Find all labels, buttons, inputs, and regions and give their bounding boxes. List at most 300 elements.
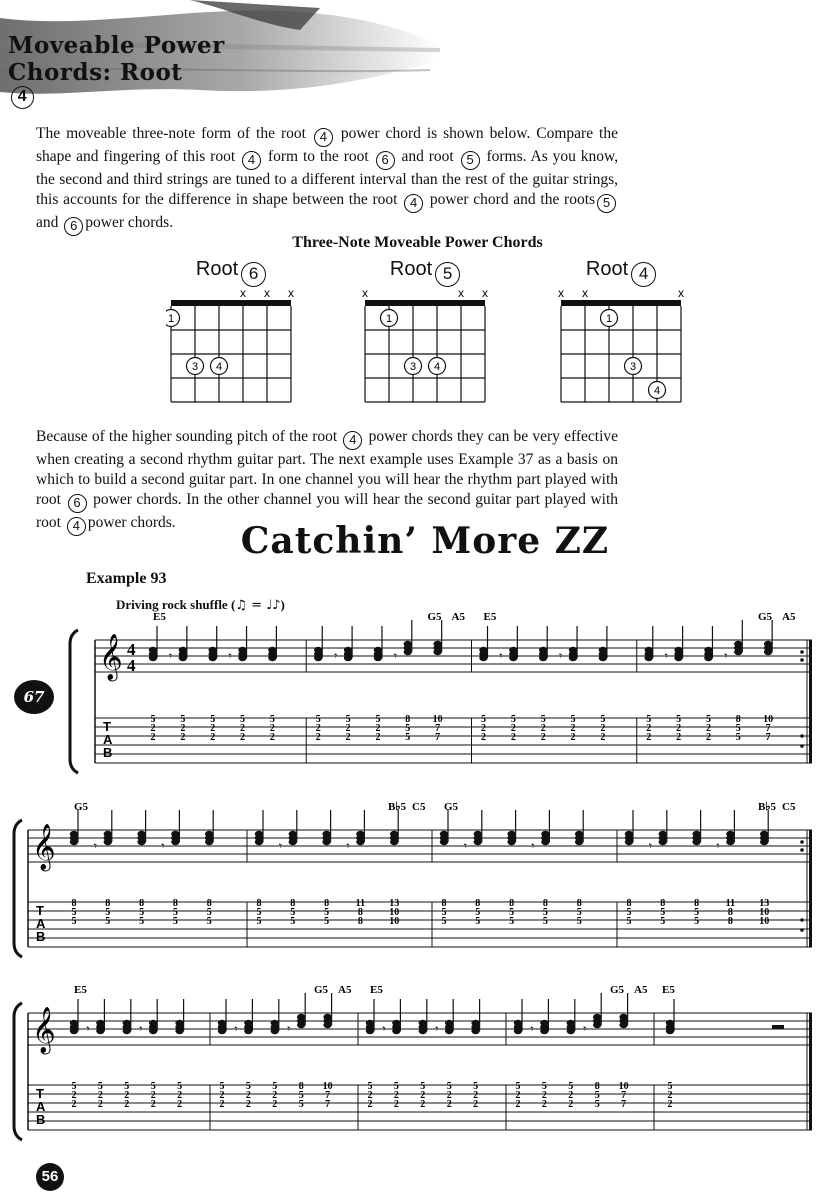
tab-fret-number: 5 xyxy=(210,714,216,725)
tab-fret-number: 2 xyxy=(540,732,546,743)
tab-fret-number: 8 xyxy=(298,1081,304,1092)
notehead xyxy=(433,649,441,655)
chord-name: A5 xyxy=(451,611,465,623)
tab-fret-number: 2 xyxy=(240,723,246,734)
system-bracket xyxy=(14,820,22,957)
tab-fret-number: 8 xyxy=(509,898,515,909)
tab-fret-number: 7 xyxy=(765,723,771,734)
tab-fret-number: 8 xyxy=(694,898,700,909)
notehead xyxy=(569,655,577,661)
intro-text: and root xyxy=(401,148,454,165)
notehead xyxy=(356,839,364,845)
tab-fret-number: 2 xyxy=(646,732,652,743)
notehead xyxy=(645,655,653,661)
tab-fret-number: 2 xyxy=(600,723,606,734)
chord-name: G5 xyxy=(444,801,459,813)
repeat-dot xyxy=(800,848,804,852)
body-text: Because of the higher sounding pitch of the root xyxy=(36,428,338,445)
notehead xyxy=(567,1028,575,1034)
tab-fret-number: 7 xyxy=(435,723,441,734)
fretboard-grid xyxy=(556,286,696,411)
notehead xyxy=(514,1028,522,1034)
nut xyxy=(365,300,485,306)
chord-name: G5 xyxy=(314,984,329,996)
notehead xyxy=(539,655,547,661)
string-number-circle: 4 xyxy=(404,194,423,213)
notehead xyxy=(390,839,398,845)
eighth-rest: 𝄾 xyxy=(234,1022,238,1036)
notehead xyxy=(271,1028,279,1034)
eighth-rest: 𝄾 xyxy=(530,1022,534,1036)
tab-fret-number: 5 xyxy=(441,907,447,918)
tab-clef-letter: B xyxy=(103,745,113,760)
tab-fret-number: 5 xyxy=(240,714,246,725)
tab-fret-number: 2 xyxy=(481,723,486,734)
tab-fret-number: 8 xyxy=(626,898,632,909)
muted-string-x: x xyxy=(240,286,246,300)
eighth-rest: 𝄾 xyxy=(228,649,232,663)
chord-diagram-title xyxy=(556,258,686,287)
muted-string-x: x xyxy=(362,286,368,300)
tab-fret-number: 5 xyxy=(256,907,262,918)
page-title xyxy=(8,32,225,109)
tab-fret-number: 5 xyxy=(694,916,700,927)
body-text: power chords. In the other channel you will hear the second guitar part played with root xyxy=(36,491,619,531)
chord-diagram-title xyxy=(360,258,490,287)
diagram-label: Root xyxy=(389,258,433,280)
tab-fret-number: 5 xyxy=(71,907,77,918)
chord-name: G5 xyxy=(610,984,625,996)
string-number-circle: 5 xyxy=(435,262,460,287)
tab-fret-number: 10 xyxy=(389,907,400,918)
tab-fret-number: 5 xyxy=(139,916,145,927)
notehead xyxy=(619,1022,627,1028)
tab-fret-number: 2 xyxy=(150,1099,156,1110)
notehead xyxy=(760,839,768,845)
tab-clef-letter: A xyxy=(103,732,113,747)
tab-fret-number: 13 xyxy=(389,898,400,909)
notehead xyxy=(268,655,276,661)
tab-fret-number: 5 xyxy=(206,916,212,927)
tab-fret-number: 2 xyxy=(315,732,321,743)
string-number-circle: 4 xyxy=(314,128,333,147)
tab-fret-number: 8 xyxy=(735,714,741,725)
tab-fret-number: 5 xyxy=(97,1081,103,1092)
notehead xyxy=(344,655,352,661)
muted-string-x: x xyxy=(678,286,684,300)
end-barline-thick xyxy=(809,830,812,947)
notehead xyxy=(659,839,667,845)
tab-fret-number: 2 xyxy=(245,1099,251,1110)
tab-fret-number: 5 xyxy=(542,916,548,927)
chord-name: G5 xyxy=(758,611,773,623)
eighth-rest: 𝄾 xyxy=(393,649,398,663)
tab-fret-number: 10 xyxy=(759,907,770,918)
tab-fret-number: 7 xyxy=(435,732,441,743)
tab-fret-number: 5 xyxy=(735,732,741,743)
music-system-2 xyxy=(0,790,835,970)
notehead xyxy=(419,1028,427,1034)
tab-fret-number: 5 xyxy=(298,1090,304,1101)
eighth-rest: 𝄾 xyxy=(168,649,173,663)
tab-fret-number: 5 xyxy=(541,1081,547,1092)
tab-fret-number: 5 xyxy=(405,723,411,734)
tab-fret-number: 5 xyxy=(290,916,296,927)
eighth-rest: 𝄾 xyxy=(278,839,283,853)
tab-fret-number: 2 xyxy=(570,723,576,734)
tab-fret-number: 5 xyxy=(219,1081,225,1092)
tab-fret-number: 8 xyxy=(475,898,481,909)
eighth-rest: 𝄾 xyxy=(435,1022,439,1036)
notehead xyxy=(179,655,187,661)
tab-fret-number: 11 xyxy=(725,898,736,909)
tab-fret-number: 2 xyxy=(367,1090,373,1101)
tab-fret-number: 5 xyxy=(177,1081,183,1092)
notehead xyxy=(104,839,112,845)
notehead xyxy=(474,839,482,845)
shuffle-notation: ♫ = ♩♪ xyxy=(235,598,281,613)
tab-fret-number: 8 xyxy=(357,916,363,927)
tab-fret-number: 10 xyxy=(759,916,770,927)
tab-fret-number: 5 xyxy=(481,714,486,725)
diagrams-heading: Three-Note Moveable Power Chords xyxy=(292,234,543,251)
tab-fret-number: 5 xyxy=(735,723,741,734)
finger-number: 3 xyxy=(191,361,199,373)
notehead xyxy=(171,839,179,845)
tab-fret-number: 5 xyxy=(367,1081,373,1092)
notehead xyxy=(209,655,217,661)
notehead xyxy=(323,1022,331,1028)
tab-fret-number: 2 xyxy=(676,723,682,734)
tab-fret-number: 5 xyxy=(245,1081,251,1092)
finger-number: 3 xyxy=(629,361,637,373)
tab-fret-number: 5 xyxy=(473,1081,479,1092)
tab-fret-number: 2 xyxy=(71,1099,77,1110)
intro-text: forms. As you know, the second and third strings are tuned to a different interval than the rest of the guitar strings, this accounts for the difference in shape between the root xyxy=(36,148,619,208)
tab-fret-number: 8 xyxy=(290,898,296,909)
tab-fret-number: 2 xyxy=(446,1099,452,1110)
chord-name: G5 xyxy=(427,611,442,623)
tab-fret-number: 5 xyxy=(570,714,576,725)
tab-fret-number: 5 xyxy=(705,714,711,725)
tab-fret-number: 2 xyxy=(705,732,711,743)
tab-fret-number: 10 xyxy=(322,1081,333,1092)
notehead xyxy=(575,839,583,845)
tab-fret-number: 2 xyxy=(150,732,156,743)
tab-fret-number: 5 xyxy=(475,907,481,918)
tab-fret-number: 2 xyxy=(393,1090,399,1101)
tab-clef-letter: T xyxy=(103,719,111,734)
tab-fret-number: 5 xyxy=(676,714,682,725)
tab-fret-number: 2 xyxy=(568,1099,574,1110)
repeat-dot xyxy=(800,734,804,738)
chord-name: A5 xyxy=(782,611,796,623)
intro-text: and xyxy=(36,214,59,231)
tab-fret-number: 7 xyxy=(621,1090,627,1101)
body-text: power chords. xyxy=(87,514,176,531)
notehead xyxy=(175,1028,183,1034)
tab-fret-number: 10 xyxy=(432,714,443,725)
tab-fret-number: 8 xyxy=(105,898,111,909)
muted-string-x: x xyxy=(558,286,564,300)
eighth-rest: 𝄾 xyxy=(531,839,535,853)
tab-fret-number: 5 xyxy=(594,1099,600,1110)
tab-fret-number: 5 xyxy=(626,916,632,927)
notehead xyxy=(366,1028,374,1034)
notehead xyxy=(599,655,607,661)
intro-text: The moveable three-note form of the root xyxy=(36,125,306,142)
notehead xyxy=(445,1028,453,1034)
notehead xyxy=(440,839,448,845)
system-bracket xyxy=(70,630,78,773)
tab-fret-number: 5 xyxy=(626,907,632,918)
tab-fret-number: 8 xyxy=(441,898,447,909)
string-number-circle: 4 xyxy=(11,86,34,109)
notehead xyxy=(392,1028,400,1034)
notehead xyxy=(70,839,78,845)
notehead xyxy=(625,839,633,845)
notehead xyxy=(674,655,682,661)
tab-fret-number: 5 xyxy=(441,916,447,927)
tab-fret-number: 8 xyxy=(256,898,262,909)
notehead xyxy=(314,655,322,661)
tab-fret-number: 2 xyxy=(667,1090,673,1101)
tab-fret-number: 5 xyxy=(345,714,351,725)
string-number-circle: 6 xyxy=(68,494,87,513)
eighth-rest: 𝄾 xyxy=(583,1022,587,1036)
notehead xyxy=(692,839,700,845)
tab-fret-number: 2 xyxy=(600,732,606,743)
tab-fret-number: 7 xyxy=(621,1099,627,1110)
tab-fret-number: 2 xyxy=(345,723,351,734)
string-number-circle: 5 xyxy=(597,194,616,213)
eighth-rest: 𝄾 xyxy=(499,649,503,663)
chord-name: E5 xyxy=(483,611,497,623)
muted-string-x: x xyxy=(288,286,294,300)
tab-fret-number: 8 xyxy=(576,898,582,909)
tab-fret-number: 2 xyxy=(272,1099,278,1110)
finger-number: 1 xyxy=(605,313,613,325)
tab-fret-number: 8 xyxy=(71,898,77,909)
chord-name: B♭5 xyxy=(388,801,407,813)
notehead xyxy=(255,839,263,845)
finger-number: 4 xyxy=(653,385,661,397)
tab-fret-number: 5 xyxy=(124,1081,130,1092)
tab-fret-number: 8 xyxy=(542,898,548,909)
tab-fret-number: 5 xyxy=(105,916,111,927)
intro-text: power chords. xyxy=(85,214,174,231)
eighth-rest: 𝄾 xyxy=(287,1022,291,1036)
tab-fret-number: 5 xyxy=(594,1090,600,1101)
notehead xyxy=(297,1022,305,1028)
chord-name: E5 xyxy=(370,984,383,996)
eighth-rest: 𝄾 xyxy=(463,839,468,853)
tab-fret-number: 2 xyxy=(375,732,381,743)
chord-name: G5 xyxy=(74,801,89,813)
eighth-rest: 𝄾 xyxy=(724,649,728,663)
tab-fret-number: 8 xyxy=(357,907,363,918)
time-signature-digit: 4 xyxy=(127,656,136,675)
chord-name: A5 xyxy=(338,984,352,996)
notehead xyxy=(123,1028,131,1034)
eighth-rest: 𝄾 xyxy=(161,839,165,853)
fretboard-grid xyxy=(360,286,500,411)
tab-fret-number: 2 xyxy=(420,1099,426,1110)
tab-fret-number: 5 xyxy=(172,907,178,918)
notehead xyxy=(137,839,145,845)
tab-fret-number: 2 xyxy=(210,732,216,743)
tab-fret-number: 2 xyxy=(393,1099,399,1110)
tab-fret-number: 5 xyxy=(446,1081,452,1092)
repeat-dot xyxy=(800,928,804,932)
tab-fret-number: 8 xyxy=(727,907,733,918)
tab-fret-number: 5 xyxy=(71,1081,77,1092)
repeat-dot xyxy=(800,840,804,844)
tab-fret-number: 2 xyxy=(97,1099,103,1110)
intro-text: power chord and the roots xyxy=(429,191,596,208)
tab-fret-number: 2 xyxy=(124,1090,130,1101)
diagram-label: Root xyxy=(585,258,629,280)
tab-fret-number: 5 xyxy=(576,916,582,927)
intro-text: form to the root xyxy=(267,148,369,165)
tab-fret-number: 5 xyxy=(475,916,481,927)
muted-string-x: x xyxy=(582,286,588,300)
tab-fret-number: 5 xyxy=(510,714,516,725)
half-rest xyxy=(772,1025,784,1029)
tab-fret-number: 5 xyxy=(405,732,411,743)
tab-fret-number: 5 xyxy=(393,1081,399,1092)
example-label: Example 93 xyxy=(86,570,167,587)
string-number-circle: 6 xyxy=(376,151,395,170)
eighth-rest: 𝄾 xyxy=(559,649,563,663)
tab-fret-number: 5 xyxy=(694,907,700,918)
tab-fret-number: 5 xyxy=(324,916,330,927)
system-bracket xyxy=(14,1003,22,1140)
tab-clef-letter: B xyxy=(36,1112,46,1127)
notehead xyxy=(218,1028,226,1034)
tab-fret-number: 5 xyxy=(515,1081,521,1092)
tab-fret-number: 8 xyxy=(324,898,330,909)
tab-clef-letter: B xyxy=(36,929,46,944)
tab-fret-number: 8 xyxy=(206,898,212,909)
title-line-2-text: Chords: Root xyxy=(8,59,183,86)
finger-number: 3 xyxy=(409,361,417,373)
tab-fret-number: 8 xyxy=(405,714,411,725)
treble-clef-icon: 𝄞 xyxy=(32,824,56,870)
notehead xyxy=(479,655,487,661)
tab-fret-number: 5 xyxy=(509,907,515,918)
tab-fret-number: 5 xyxy=(256,916,262,927)
chord-name: E5 xyxy=(153,611,166,623)
notehead xyxy=(238,655,246,661)
string-number-circle: 4 xyxy=(631,262,656,287)
tab-fret-number: 10 xyxy=(763,714,774,725)
chord-name: B♭5 xyxy=(758,801,777,813)
tab-fret-number: 5 xyxy=(139,907,145,918)
notehead xyxy=(726,839,734,845)
chord-diagram-title xyxy=(166,258,296,287)
eighth-rest: 𝄾 xyxy=(86,1022,90,1036)
tab-clef-letter: A xyxy=(36,1099,46,1114)
string-number-circle: 6 xyxy=(64,217,83,236)
chord-name: C5 xyxy=(412,801,426,813)
tab-fret-number: 2 xyxy=(71,1090,77,1101)
treble-clef-icon: 𝄞 xyxy=(99,634,123,680)
tab-fret-number: 2 xyxy=(515,1090,521,1101)
tab-fret-number: 2 xyxy=(177,1090,183,1101)
tab-fret-number: 8 xyxy=(594,1081,600,1092)
tab-fret-number: 2 xyxy=(541,1090,547,1101)
music-system-3 xyxy=(0,975,835,1165)
tab-fret-number: 2 xyxy=(272,1090,278,1101)
notehead xyxy=(149,655,157,661)
notehead xyxy=(70,1028,78,1034)
chord-diagram-root-5 xyxy=(360,258,490,408)
repeat-dot xyxy=(800,918,804,922)
tab-fret-number: 5 xyxy=(667,1081,673,1092)
notehead xyxy=(471,1028,479,1034)
tab-fret-number: 7 xyxy=(325,1090,331,1101)
tab-fret-number: 2 xyxy=(345,732,351,743)
intro-text: power chord is shown below. Compare the shape and fingering of this root xyxy=(36,125,618,165)
tab-fret-number: 2 xyxy=(240,732,246,743)
tab-fret-number: 2 xyxy=(481,732,486,743)
string-number-circle: 4 xyxy=(242,151,261,170)
tab-fret-number: 2 xyxy=(646,723,652,734)
nut xyxy=(561,300,681,306)
string-number-circle: 4 xyxy=(67,517,86,536)
eighth-rest: 𝄾 xyxy=(139,1022,143,1036)
notehead xyxy=(507,839,515,845)
tab-fret-number: 2 xyxy=(315,723,321,734)
nut xyxy=(171,300,291,306)
tab-fret-number: 5 xyxy=(272,1081,278,1092)
tab-fret-number: 2 xyxy=(180,732,186,743)
eighth-rest: 𝄾 xyxy=(716,839,720,853)
tab-fret-number: 2 xyxy=(245,1090,251,1101)
tab-fret-number: 2 xyxy=(510,723,516,734)
finger-number: 1 xyxy=(385,313,393,325)
notehead xyxy=(509,655,517,661)
tab-fret-number: 5 xyxy=(600,714,606,725)
repeat-dot xyxy=(800,658,804,662)
tab-fret-number: 2 xyxy=(540,723,546,734)
treble-clef-icon: 𝄞 xyxy=(32,1007,56,1053)
tab-fret-number: 10 xyxy=(389,916,400,927)
muted-string-x: x xyxy=(264,286,270,300)
tab-fret-number: 2 xyxy=(570,732,576,743)
tab-fret-number: 2 xyxy=(97,1090,103,1101)
tab-fret-number: 5 xyxy=(290,907,296,918)
tab-clef-letter: T xyxy=(36,903,44,918)
tab-fret-number: 2 xyxy=(568,1090,574,1101)
tab-fret-number: 2 xyxy=(667,1099,673,1110)
tab-fret-number: 5 xyxy=(172,916,178,927)
tab-fret-number: 13 xyxy=(759,898,770,909)
tab-fret-number: 5 xyxy=(180,714,186,725)
tab-fret-number: 5 xyxy=(509,916,515,927)
tab-fret-number: 2 xyxy=(150,723,156,734)
tab-fret-number: 5 xyxy=(420,1081,426,1092)
chord-diagram-root-6 xyxy=(166,258,296,408)
tab-fret-number: 2 xyxy=(367,1099,373,1110)
tab-fret-number: 5 xyxy=(576,907,582,918)
eighth-rest: 𝄾 xyxy=(664,649,668,663)
notehead xyxy=(374,655,382,661)
eighth-rest: 𝄾 xyxy=(382,1022,386,1036)
notehead xyxy=(322,839,330,845)
notehead xyxy=(96,1028,104,1034)
